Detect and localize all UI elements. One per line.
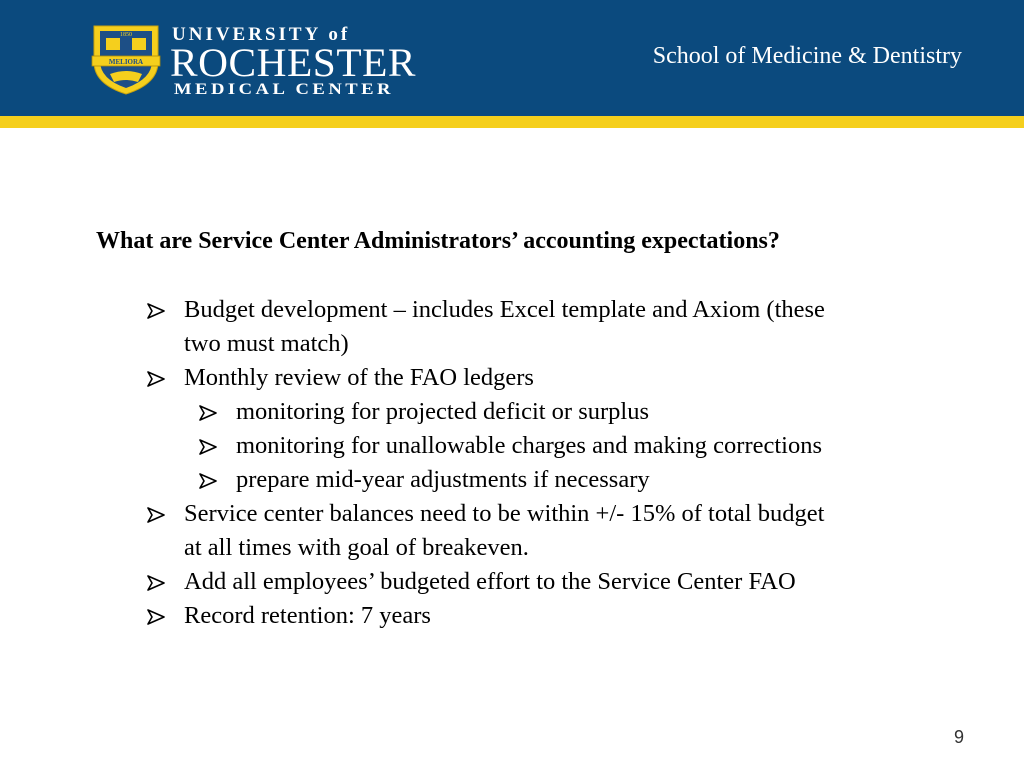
arrow-bullet-icon (199, 473, 217, 489)
bullet-text: Budget development – includes Excel template and Axiom (these (184, 296, 825, 323)
logo-line-university: UNIVERSITY of (172, 24, 351, 45)
arrow-bullet-icon (147, 371, 165, 387)
bullet-item (184, 599, 431, 633)
school-name: School of Medicine & Dentistry (652, 43, 962, 69)
bullet-text: Service center balances need to be within +/- 15% of total budget (184, 500, 825, 527)
gold-stripe (0, 116, 1024, 128)
bullet-text-continued: at all times with goal of breakeven. (184, 534, 529, 561)
bullet-text: Record retention: 7 years (184, 602, 431, 629)
bullet-item (184, 565, 796, 599)
bullet-text-continued: two must match) (184, 330, 349, 357)
page-number: 9 (953, 727, 964, 747)
bullet-text: prepare mid-year adjustments if necessary (236, 466, 650, 493)
bullet-item (184, 293, 825, 361)
arrow-bullet-icon (147, 303, 165, 319)
bullet-text: monitoring for projected deficit or surplus (236, 398, 649, 425)
arrow-bullet-icon (147, 507, 165, 523)
sub-bullet-item (236, 395, 649, 429)
bullet-text: Monthly review of the FAO ledgers (184, 364, 534, 391)
university-logo (88, 18, 420, 98)
arrow-bullet-icon (199, 439, 217, 455)
sub-bullet-item (236, 429, 822, 463)
bullet-text: monitoring for unallowable charges and making corrections (236, 432, 823, 459)
logo-line-rochester: ROCHESTER (170, 40, 416, 85)
svg-text:1850: 1850 (120, 32, 132, 38)
bullet-text: Add all employees’ budgeted effort to the Service Center FAO (184, 568, 796, 595)
arrow-bullet-icon (147, 609, 165, 625)
bullet-item (184, 497, 824, 565)
bullet-item (184, 361, 534, 395)
logo-line-medical-center: MEDICAL CENTER (174, 81, 394, 98)
svg-text:MELIORA: MELIORA (108, 58, 144, 66)
sub-bullet-item (236, 463, 650, 497)
header-bar (0, 0, 1024, 116)
arrow-bullet-icon (147, 575, 165, 591)
arrow-bullet-icon (199, 405, 217, 421)
slide-question: What are Service Center Administrators’ accounting expectations? (96, 228, 780, 254)
